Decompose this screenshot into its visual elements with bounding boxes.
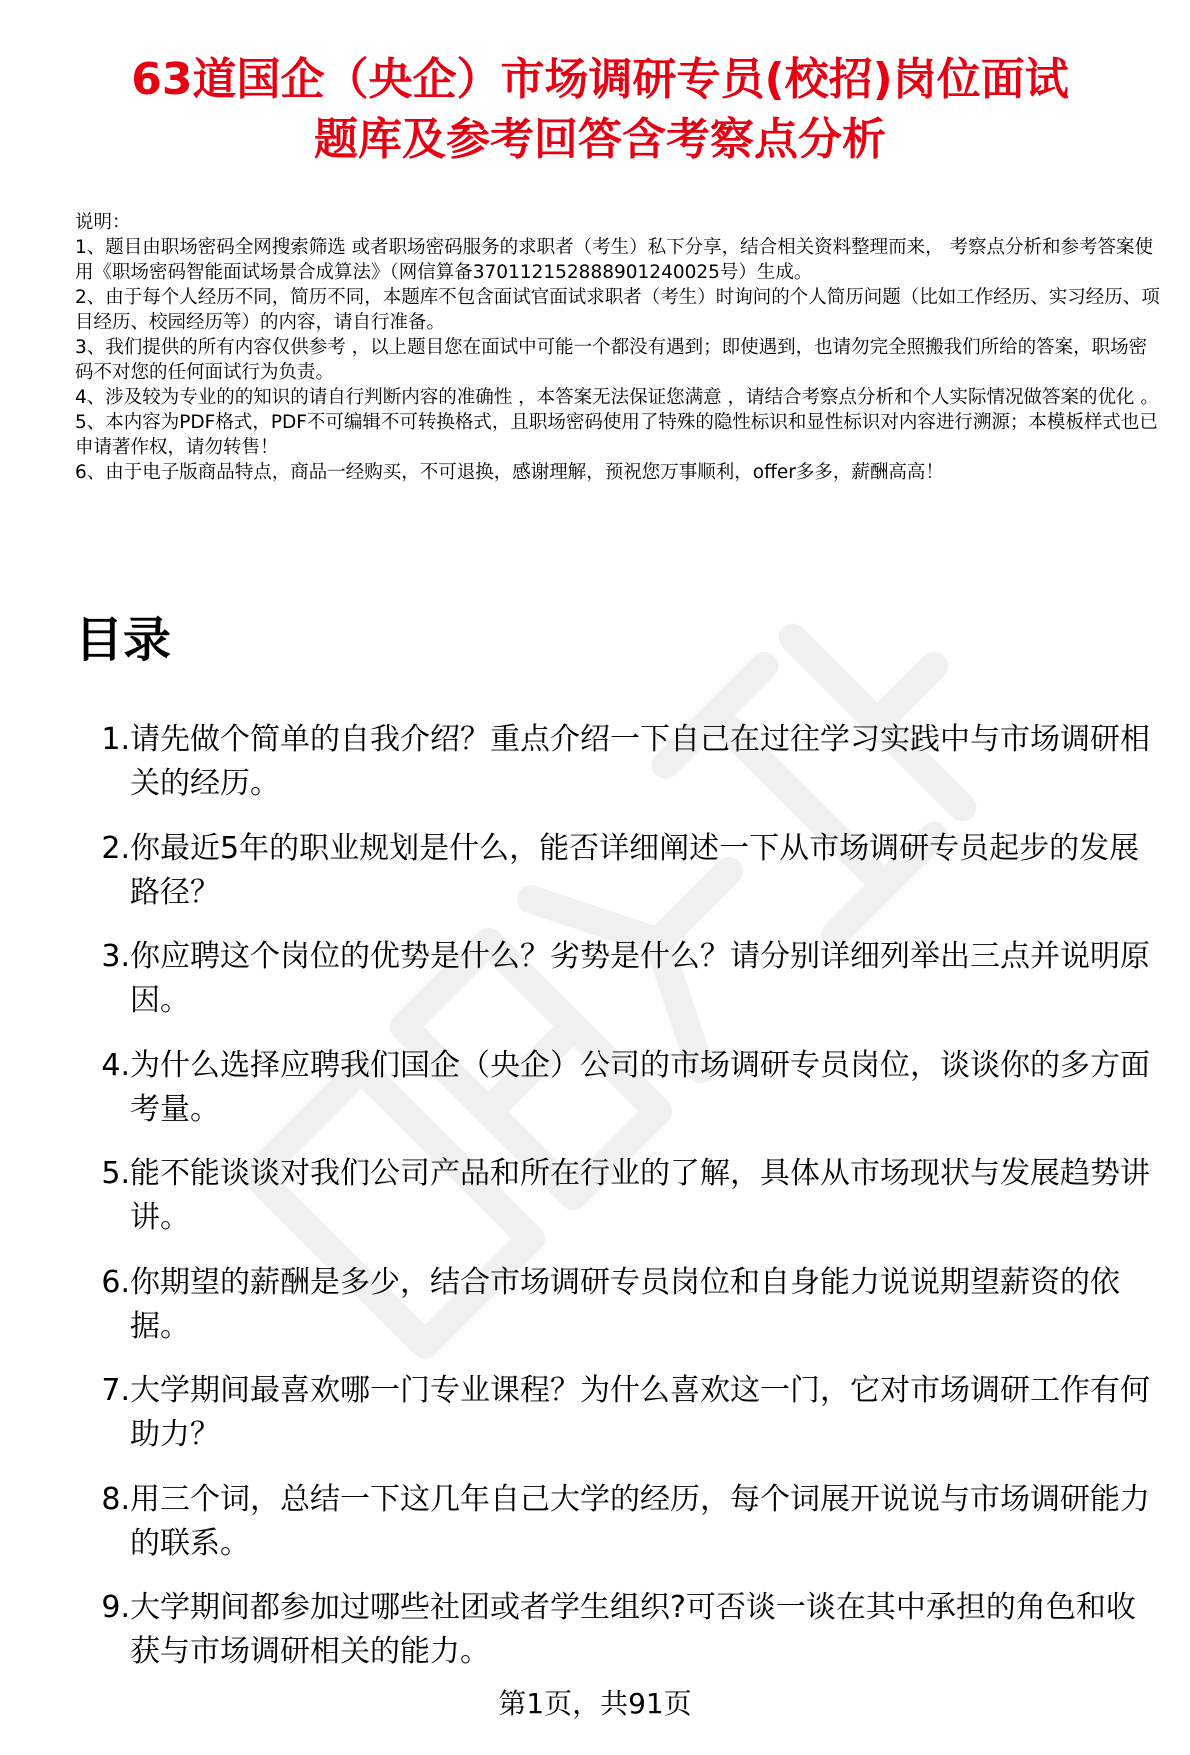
toc-item[interactable]: [75, 1478, 1165, 1566]
toc-item-number: 3.: [101, 939, 130, 974]
toc-item[interactable]: [75, 1152, 1165, 1240]
toc-item-text: 请先做个简单的自我介绍？重点介绍一下自己在过往学习实践中与市场调研相关的经历。: [130, 722, 1150, 801]
toc-item[interactable]: [75, 1261, 1165, 1349]
toc-item[interactable]: [75, 1369, 1165, 1457]
toc-item-number: 7.: [101, 1373, 130, 1408]
title-line-2: 题库及参考回答含考察点分析: [314, 114, 886, 165]
toc-heading: 目录: [75, 612, 172, 668]
toc-item-text: 为什么选择应聘我们国企（央企）公司的市场调研专员岗位，谈谈你的多方面考量。: [130, 1047, 1150, 1127]
toc-item-number: 2.: [101, 830, 130, 866]
toc-item-text: 你期望的薪酬是多少，结合市场调研专员岗位和自身能力说说期望薪资的依据。: [130, 1264, 1120, 1344]
toc-item-text: 大学期间最喜欢哪一门专业课程？为什么喜欢这一门，它对市场调研工作有何助力？: [130, 1373, 1150, 1452]
toc-item-number: 1.: [101, 722, 130, 757]
note-item: 2、由于每个人经历不同，简历不同，本题库不包含面试官面试求职者（考生）时询问的个人简历问题（比如工作经历、实习经历、项目经历、校园经历等）的内容，请自行准备。: [75, 287, 1160, 333]
notes-section: [75, 210, 1165, 485]
note-item: 6、由于电子版商品特点，商品一经购买，不可退换，感谢理解，预祝您万事顺利，offer多多，薪酬高高！: [75, 462, 944, 483]
toc-item-text: 你应聘这个岗位的优势是什么？劣势是什么？请分别详细列举出三点并说明原因。: [130, 939, 1150, 1018]
toc-item-number: 4.: [101, 1047, 130, 1083]
toc-item[interactable]: [75, 718, 1165, 806]
note-item: 4、涉及较为专业的的知识的请自行判断内容的准确性 ，本答案无法保证您满意 ，请结合考察点分析和个人实际情况做答案的优化 。: [75, 387, 1159, 408]
notes-heading: 说明：: [75, 212, 131, 233]
toc-item[interactable]: [75, 1586, 1165, 1674]
toc-item-text: 能不能谈谈对我们公司产品和所在行业的了解，具体从市场现状与发展趋势讲讲。: [130, 1156, 1150, 1235]
toc-item-text: 你最近5年的职业规划是什么，能否详细阐述一下从市场调研专员起步的发展路径？: [130, 830, 1140, 910]
toc-item-number: 5.: [101, 1156, 130, 1191]
document-title: [60, 50, 1140, 170]
note-item: 5、本内容为PDF格式，PDF不可编辑不可转换格式，且职场密码使用了特殊的隐性标识和显性标识对内容进行溯源；本模板样式也已申请著作权，请勿转售！: [75, 412, 1158, 458]
toc-item-number: 8.: [101, 1481, 130, 1517]
toc-list: [75, 718, 1165, 1695]
page-number-footer: 第1页，共91页: [498, 1687, 692, 1720]
note-item: 1、题目由职场密码全网搜索筛选 或者职场密码服务的求职者（考生）私下分享，结合相关资料整理而来， 考察点分析和参考答案使用《职场密码智能面试场景合成算法》（网信算备370112152888901240025号）生成。: [75, 237, 1154, 283]
toc-item-number: 9.: [101, 1590, 130, 1625]
note-item: 3、我们提供的所有内容仅供参考 ，以上题目您在面试中可能一个都没有遇到；即使遇到，也请勿完全照搬我们所给的答案，职场密码不对您的任何面试行为负责。: [75, 337, 1148, 383]
toc-item-text: 用三个词，总结一下这几年自己大学的经历，每个词展开说说与市场调研能力的联系。: [130, 1481, 1150, 1561]
toc-item-number: 6.: [101, 1264, 130, 1300]
toc-item[interactable]: [75, 1044, 1165, 1132]
toc-item[interactable]: [75, 935, 1165, 1023]
toc-item[interactable]: [75, 827, 1165, 915]
toc-item-text: 大学期间都参加过哪些社团或者学生组织?可否谈一谈在其中承担的角色和收获与市场调研相关的能力。: [130, 1590, 1136, 1669]
title-line-1: 63道国企（央企）市场调研专员(校招)岗位面试: [131, 54, 1069, 105]
